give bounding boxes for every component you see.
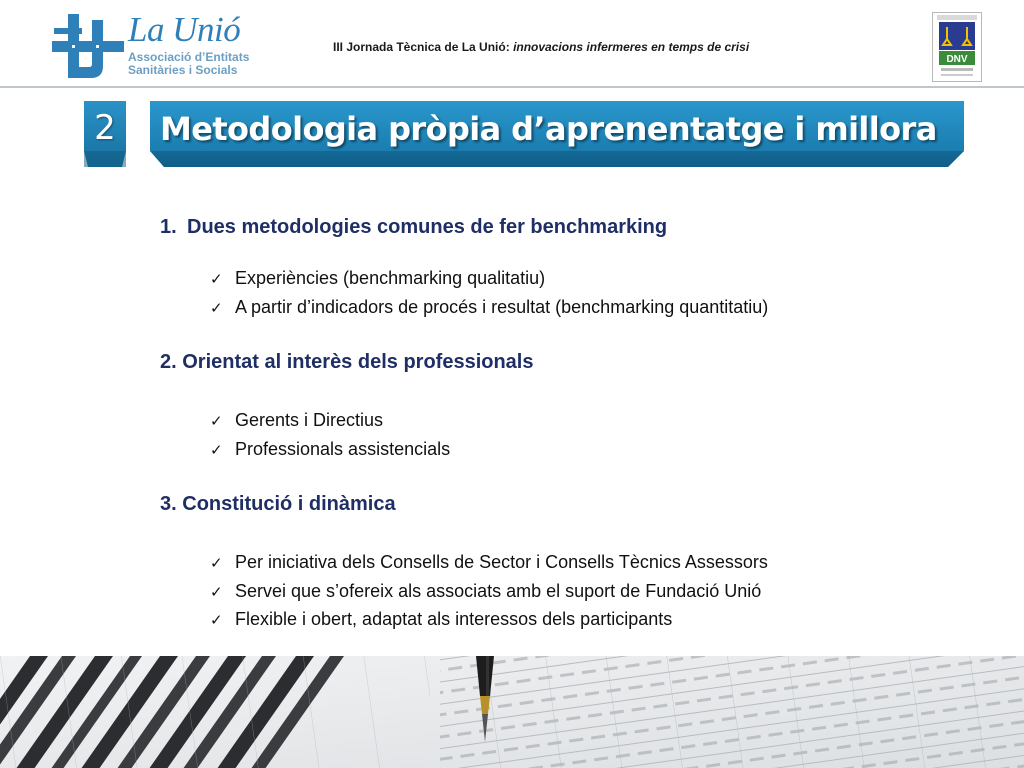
bullet-item — [210, 609, 672, 630]
bullet-text: Professionals assistencials — [235, 439, 451, 459]
certification-badge — [932, 12, 982, 82]
bullet-text: Experiències (benchmarking qualitatiu) — [235, 268, 546, 288]
checkmark-icon: ✓ — [210, 441, 223, 459]
bullet-text: A partir d’indicadors de procés i resultat (benchmarking quantitatiu) — [235, 297, 769, 317]
bullet-text: Flexible i obert, adaptat als interessos dels participants — [235, 609, 673, 629]
logo-subtitle-line1: Associació d’Entitats — [128, 50, 250, 64]
event-title — [333, 40, 749, 54]
checkmark-icon: ✓ — [210, 299, 223, 317]
bullet-text: Servei que s’ofereix als associats amb el suport de Fundació Unió — [235, 581, 762, 601]
checkmark-icon: ✓ — [210, 583, 223, 601]
logo-name: La Unió — [128, 10, 241, 49]
section-title: Metodologia pròpia d’aprenentatge i millora — [160, 110, 937, 148]
bullet-item — [210, 268, 545, 289]
checkmark-icon: ✓ — [210, 270, 223, 288]
item-number: 1. — [160, 216, 177, 238]
bullet-item — [210, 297, 768, 318]
item-heading-2 — [160, 351, 533, 374]
bullet-item — [210, 581, 761, 602]
bullet-item — [210, 552, 768, 573]
decorative-photo — [0, 656, 1024, 768]
item-heading-3 — [160, 493, 396, 516]
checkmark-icon: ✓ — [210, 412, 223, 430]
spreadsheet-pen-image — [0, 656, 1024, 768]
event-title-main: III Jornada Tècnica de La Unió: — [333, 40, 510, 54]
certification-badge-icon — [933, 13, 981, 81]
item-number: 3. — [160, 493, 177, 515]
bullet-item — [210, 439, 450, 460]
slide-header — [0, 0, 1024, 88]
certification-badge-label: DNV — [946, 54, 968, 65]
item-heading-1 — [160, 216, 667, 239]
bullet-text: Per iniciativa dels Consells de Sector i Consells Tècnics Assessors — [235, 552, 768, 572]
event-title-subtitle: innovacions infermeres en temps de crisi — [513, 40, 750, 54]
la-unio-logo — [52, 10, 252, 80]
item-heading-text: Dues metodologies comunes de fer benchmarking — [187, 216, 668, 238]
bullet-text: Gerents i Directius — [235, 410, 384, 430]
section-number: 2 — [94, 108, 116, 148]
header-divider — [0, 86, 1024, 88]
item-heading-text: Constitució i dinàmica — [182, 493, 396, 515]
checkmark-icon: ✓ — [210, 611, 223, 629]
logo-subtitle — [128, 51, 249, 77]
bullet-item — [210, 410, 383, 431]
logo-subtitle-line2: Sanitàries i Socials — [128, 63, 238, 77]
item-number: 2. — [160, 351, 177, 373]
checkmark-icon: ✓ — [210, 554, 223, 572]
logo-cross-icon — [52, 14, 124, 78]
item-heading-text: Orientat al interès dels professionals — [182, 351, 534, 373]
